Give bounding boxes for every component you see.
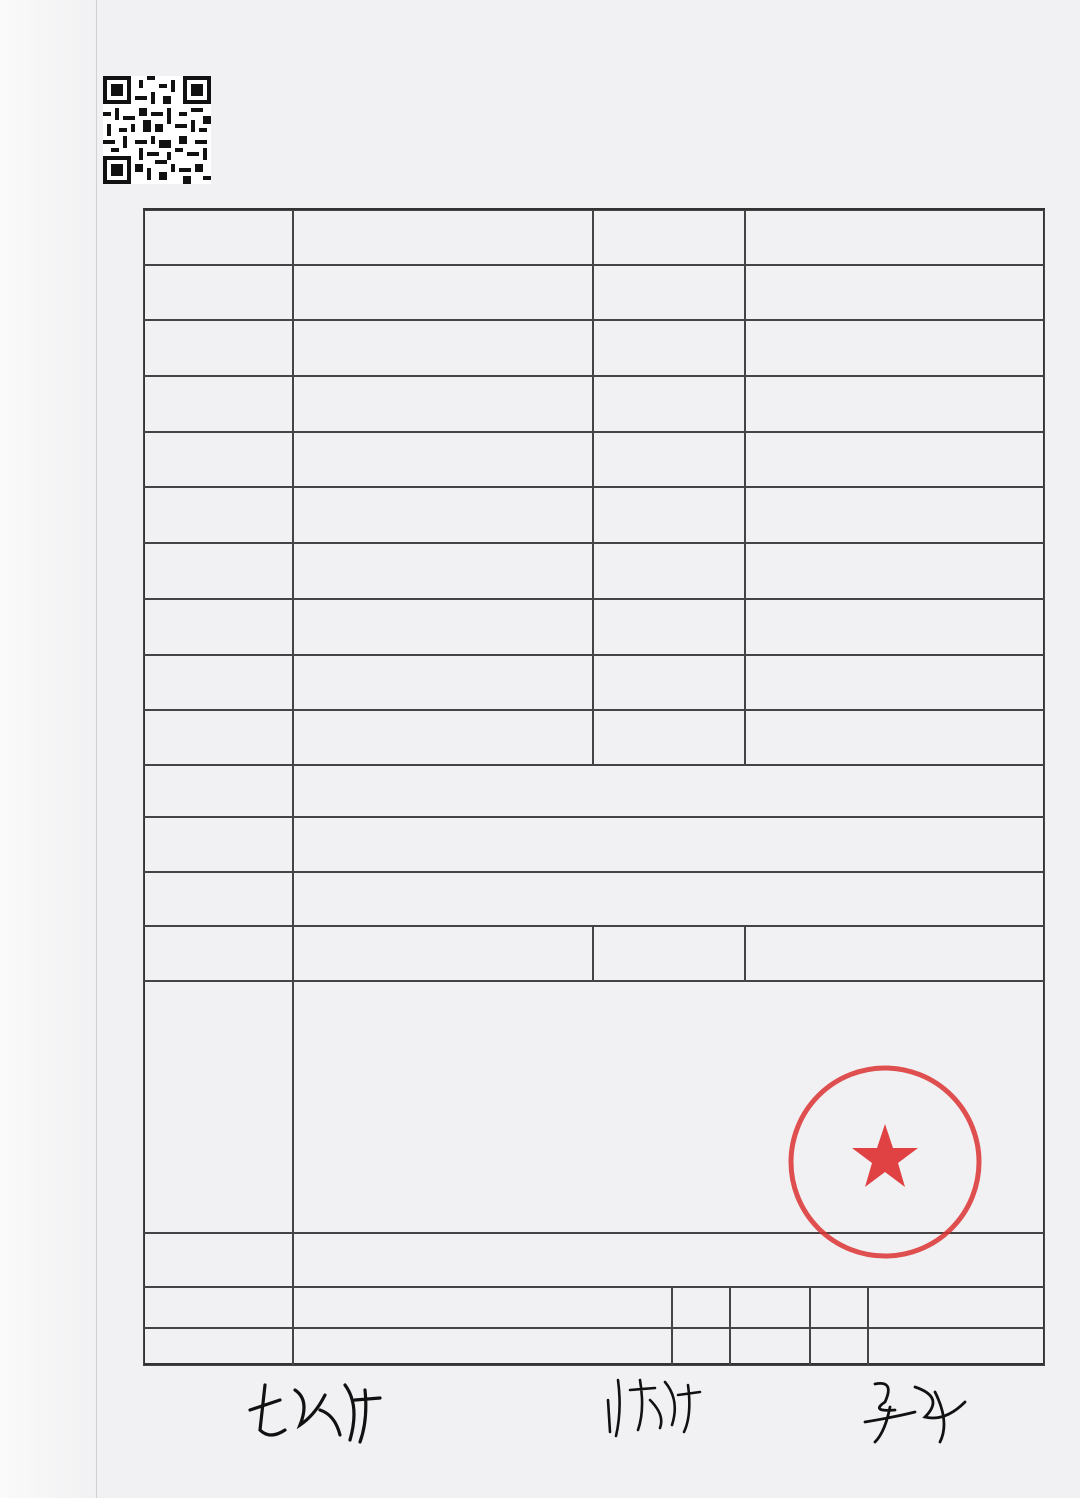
- field-label: [143, 710, 293, 765]
- client-address-value: [293, 1287, 672, 1328]
- field-value: [293, 599, 593, 655]
- field-value: [745, 487, 1045, 543]
- test-location-label: [593, 926, 745, 981]
- test-date-label: [143, 926, 293, 981]
- field-label: [593, 320, 745, 376]
- compiler-signature: [855, 1372, 975, 1447]
- postcode-value: [730, 1287, 810, 1328]
- field-label: [143, 543, 293, 599]
- field-value: [293, 376, 593, 432]
- field-label: [143, 376, 293, 432]
- field-label: [593, 599, 745, 655]
- sample-condition-label: [143, 872, 293, 926]
- postcode-label: [672, 1328, 730, 1366]
- field-value: [293, 710, 593, 765]
- client-address-label: [143, 1287, 293, 1328]
- test-date-value: [293, 926, 593, 981]
- field-value: [745, 432, 1045, 487]
- field-label: [143, 265, 293, 320]
- tel-value: [868, 1328, 1045, 1366]
- test-items-value: [293, 765, 1045, 817]
- field-value: [745, 599, 1045, 655]
- field-label: [593, 543, 745, 599]
- test-items-label: [143, 765, 293, 817]
- field-value: [745, 655, 1045, 710]
- postcode-value: [730, 1328, 810, 1366]
- field-value: [293, 265, 593, 320]
- field-value: [293, 210, 593, 265]
- field-value: [293, 487, 593, 543]
- scan-fold-line: [96, 0, 97, 1498]
- field-label: [593, 655, 745, 710]
- field-value: [745, 710, 1045, 765]
- field-label: [593, 265, 745, 320]
- qr-code-icon: [103, 76, 211, 184]
- field-label: [593, 210, 745, 265]
- field-label: [143, 487, 293, 543]
- field-label: [143, 210, 293, 265]
- field-value: [293, 432, 593, 487]
- sample-condition-value: [293, 872, 1045, 926]
- official-seal-icon: [785, 1062, 985, 1262]
- field-value: [745, 320, 1045, 376]
- inspected-address-value: [293, 1328, 672, 1366]
- test-requirements-label: [143, 817, 293, 872]
- test-location-value: [745, 926, 1045, 981]
- scan-margin: [0, 0, 96, 1498]
- conclusion-label: [143, 981, 293, 1233]
- field-label: [143, 599, 293, 655]
- field-label: [593, 487, 745, 543]
- field-label: [593, 376, 745, 432]
- field-value: [745, 543, 1045, 599]
- tel-label: [810, 1287, 868, 1328]
- test-requirements-value: [293, 817, 1045, 872]
- field-value: [745, 265, 1045, 320]
- field-value: [293, 655, 593, 710]
- tel-value: [868, 1287, 1045, 1328]
- field-label: [143, 432, 293, 487]
- field-label: [143, 320, 293, 376]
- remarks-label: [143, 1233, 293, 1287]
- field-value: [745, 376, 1045, 432]
- postcode-label: [672, 1287, 730, 1328]
- field-value: [745, 210, 1045, 265]
- verifier-signature: [600, 1370, 710, 1440]
- field-label: [143, 655, 293, 710]
- approver-signature: [240, 1370, 390, 1450]
- field-label: [593, 710, 745, 765]
- tel-label: [810, 1328, 868, 1366]
- field-value: [293, 543, 593, 599]
- inspected-address-label: [143, 1328, 293, 1366]
- field-value: [293, 320, 593, 376]
- field-label: [593, 432, 745, 487]
